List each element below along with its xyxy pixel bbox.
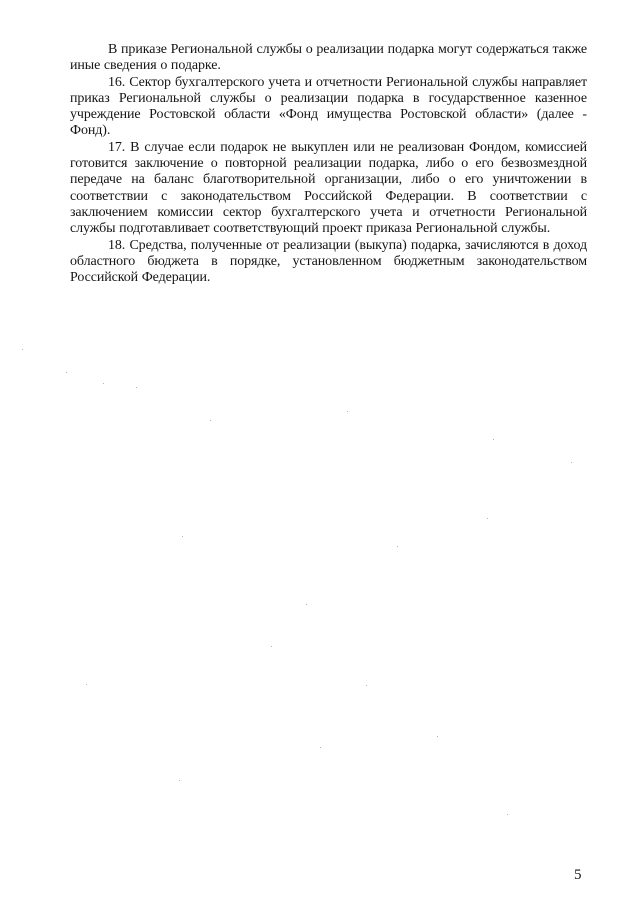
document-body (70, 42, 587, 286)
paragraph-16: 16. Сектор бухгалтерского учета и отчетности Региональной службы направляет приказ Региональной службы о реализации подарка в государственное казенное учреждение Ростовской области «Фонд имущества Ростовской области» (далее - Фонд). (70, 74, 587, 139)
paragraph-17: 17. В случае если подарок не выкуплен или не реализован Фондом, комиссией готовится заключение о повторной реализации подарка, либо о его безвозмездной передаче на баланс благотворительной организации, либо о его уничтожении в соответствии с законодательством Российской Федерации. В соответствии с заключением комиссии сектор бухгалтерского учета и отчетности Региональной службы подготавливает соответствующий проект приказа Региональной службы. (70, 139, 587, 237)
scan-speck (437, 736, 438, 737)
scan-speck (306, 604, 307, 605)
page-number: 5 (574, 867, 582, 883)
scan-speck (66, 372, 67, 373)
scan-speck (347, 411, 348, 412)
scan-speck (571, 462, 572, 463)
scan-speck (320, 747, 321, 748)
scan-speck (179, 780, 180, 781)
scan-speck (136, 387, 137, 388)
scan-speck (22, 349, 23, 350)
paragraph-gift-order-info: В приказе Региональной службы о реализации подарка могут содержаться также иные сведения о подарке. (70, 42, 587, 74)
scan-speck (271, 646, 272, 647)
scan-speck (487, 518, 488, 519)
scan-speck (493, 439, 494, 440)
scan-speck (397, 546, 398, 547)
scan-speck (507, 814, 508, 815)
scan-speck (366, 685, 367, 686)
paragraph-18: 18. Средства, полученные от реализации (выкупа) подарка, зачисляются в доход областного бюджета в порядке, установленном бюджетным законодательством Российской Федерации. (70, 237, 587, 286)
scan-speck (103, 383, 104, 384)
scan-speck (182, 536, 183, 537)
scan-speck (86, 684, 87, 685)
scan-speck (210, 420, 211, 421)
